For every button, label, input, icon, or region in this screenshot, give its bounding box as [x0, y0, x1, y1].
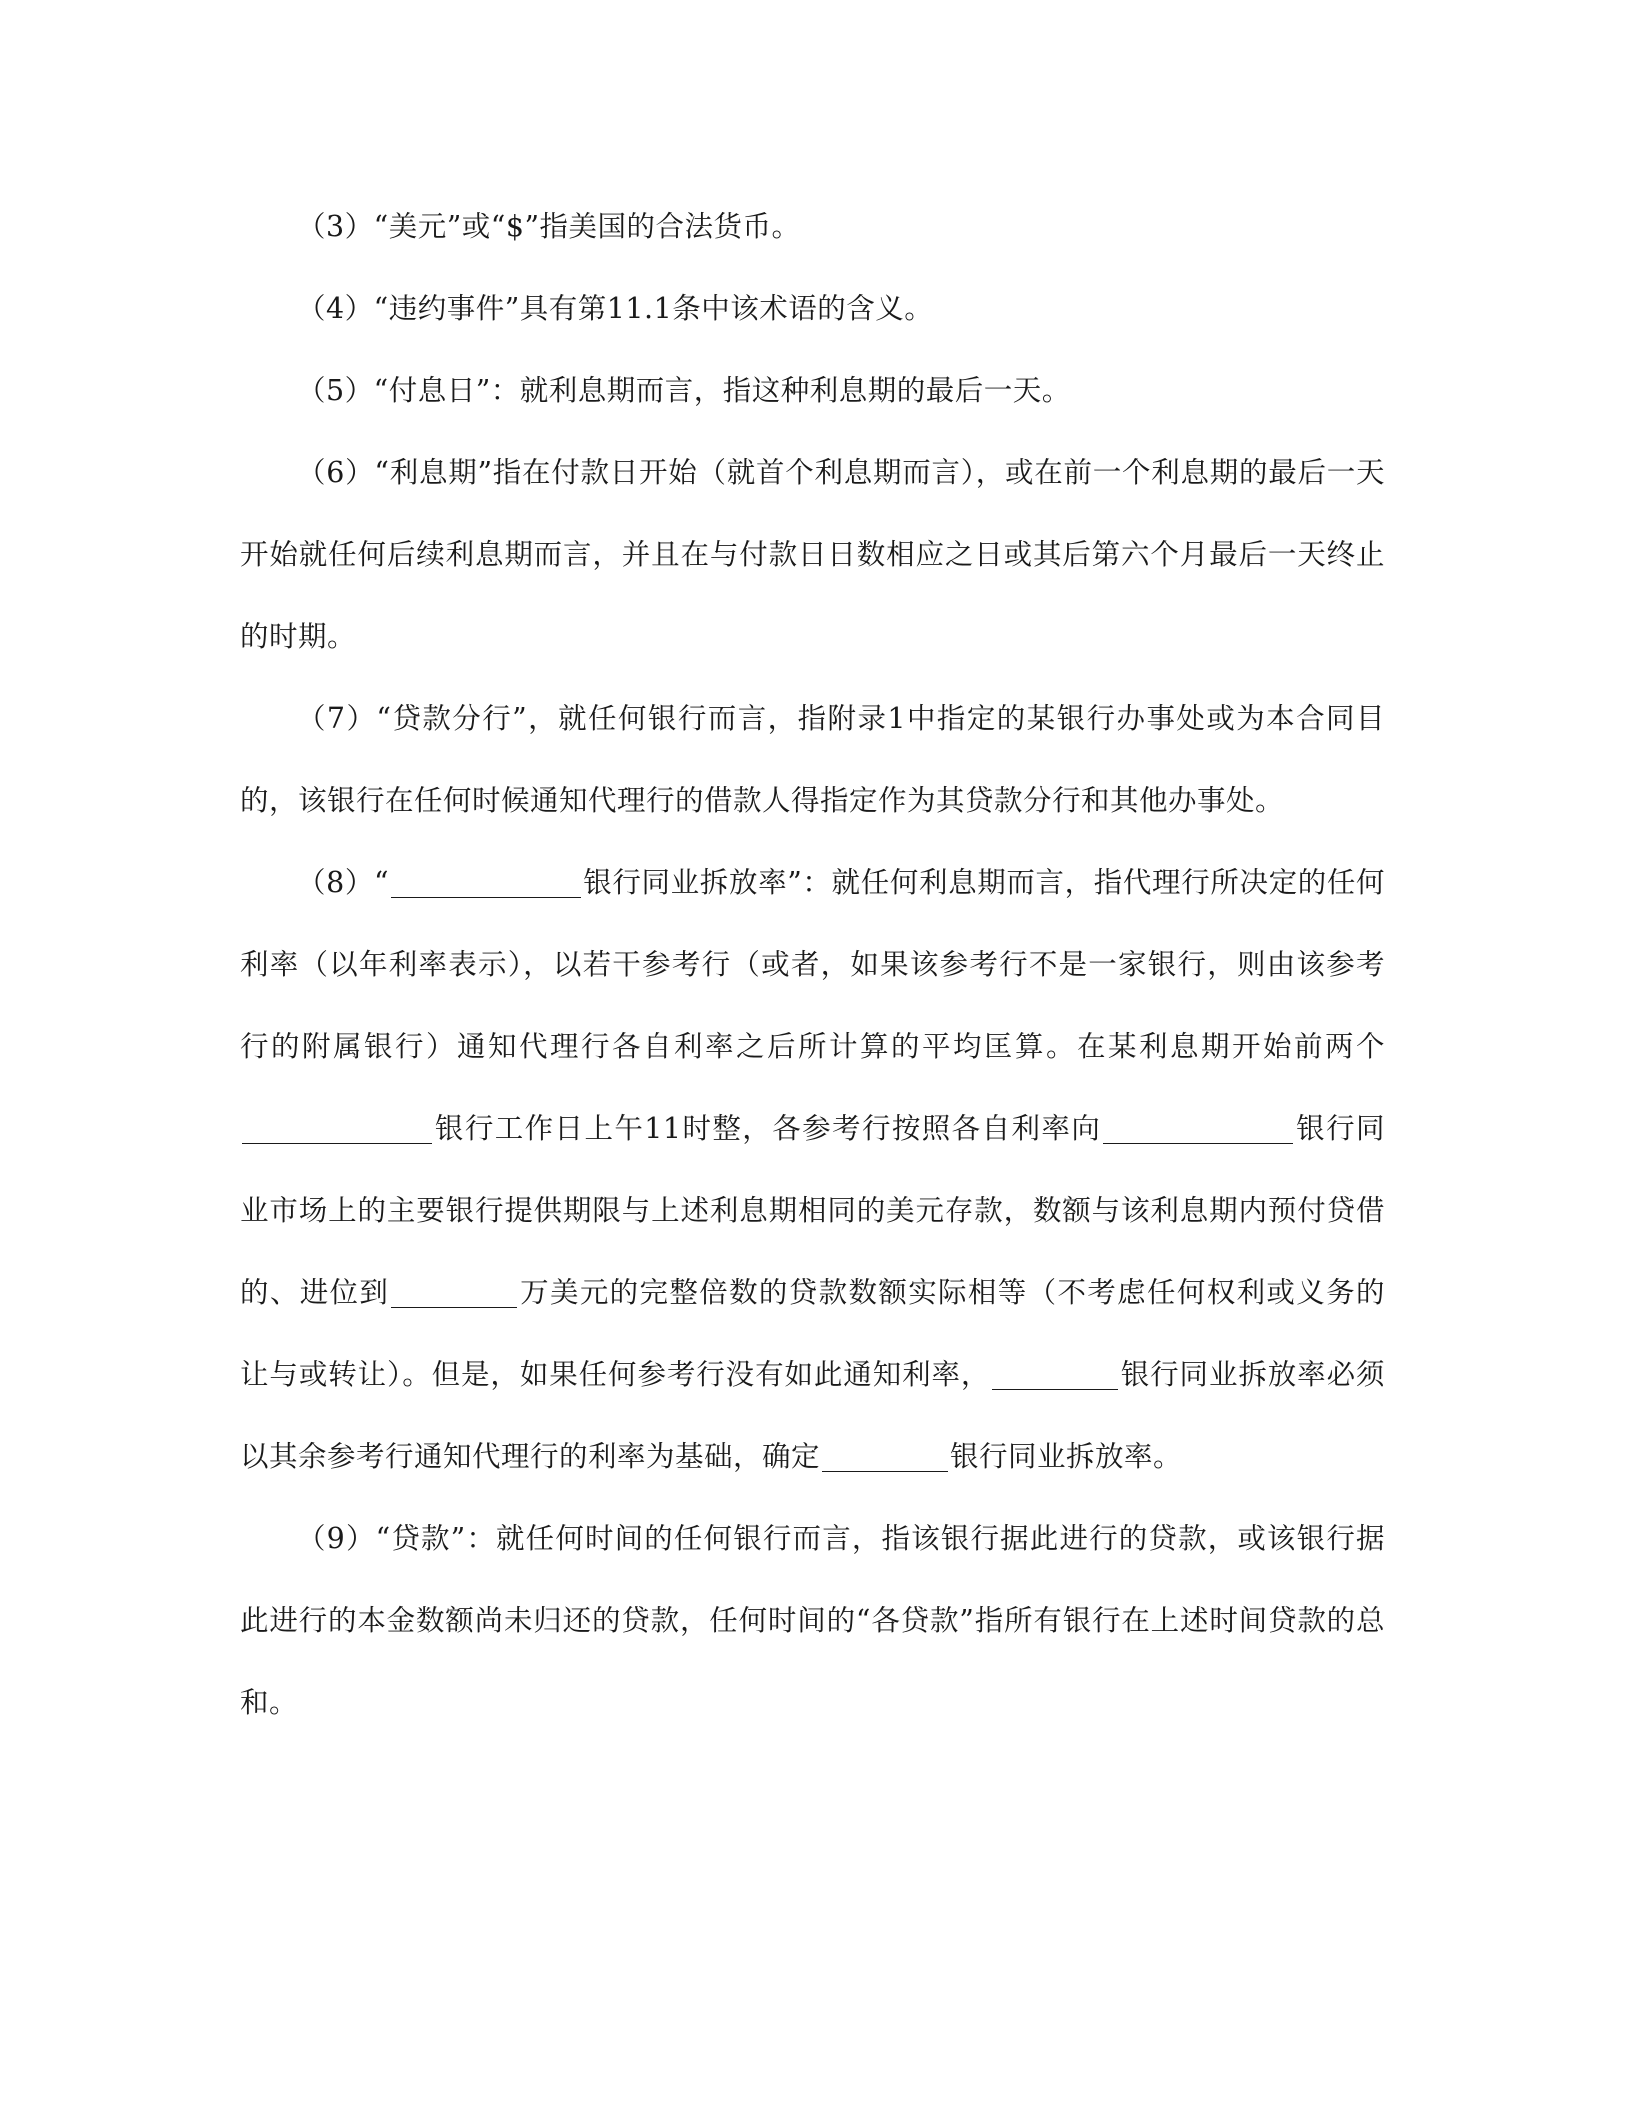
paragraph-5-text: （5）“付息日”：就利息期而言，指这种利息期的最后一天。 [297, 374, 1071, 407]
fill-in-blank [391, 1277, 517, 1308]
paragraph-7 [240, 678, 1385, 842]
paragraph-7-text: （7）“贷款分行”，就任何银行而言，指附录1中指定的某银行办事处或为本合同目的，该银行在任何时候通知代理行的借款人得指定作为其贷款分行和其他办事处。 [240, 702, 1385, 817]
paragraph-8-text-3: 银行工作日上午11时整，各参考行按照各自利率向 [434, 1112, 1102, 1145]
paragraph-9-text: （9）“贷款”：就任何时间的任何银行而言，指该银行据此进行的贷款，或该银行据此进行的本金数额尚未归还的贷款，任何时间的“各贷款”指所有银行在上述时间贷款的总和。 [240, 1522, 1385, 1719]
paragraph-6 [240, 432, 1385, 678]
fill-in-blank [242, 1113, 432, 1144]
paragraph-4-text: （4）“违约事件”具有第11.1条中该术语的含义。 [297, 292, 934, 325]
paragraph-8 [240, 842, 1385, 1498]
paragraph-6-text: （6）“利息期”指在付款日开始（就首个利息期而言），或在前一个利息期的最后一天开始就任何后续利息期而言，并且在与付款日日数相应之日或其后第六个月最后一天终止的时期。 [240, 456, 1385, 653]
paragraph-9 [240, 1498, 1385, 1744]
fill-in-blank [391, 867, 581, 898]
paragraph-3 [240, 186, 1385, 268]
paragraph-8-text-5: 万美元的完整倍数的贷款数额实际相等（不考虑任何权利或义务的让与或转让）。但是，如果任何参考行没有如此通知利率， [240, 1276, 1385, 1391]
paragraph-3-text: （3）“美元”或“$”指美国的合法货币。 [297, 210, 801, 243]
paragraph-8-text-1: （8）“ [297, 866, 390, 899]
paragraph-8-text-7: 银行同业拆放率。 [950, 1440, 1183, 1473]
paragraph-8-text-2: 银行同业拆放率”：就任何利息期而言，指代理行所决定的任何利率（以年利率表示），以若干参考行（或者，如果该参考行不是一家银行，则由该参考行的附属银行）通知代理行各自利率之后所计算的平均匡算。在某利息期开始前两个 [240, 866, 1386, 1063]
document-body [240, 186, 1385, 1744]
paragraph-8-text-6: 银行同业拆放率必须以其余参考行通知代理行的利率为基础，确定 [240, 1358, 1385, 1473]
fill-in-blank [992, 1359, 1118, 1390]
paragraph-5 [240, 350, 1385, 432]
paragraph-4 [240, 268, 1385, 350]
paragraph-8-text-4: 银行同业市场上的主要银行提供期限与上述利息期相同的美元存款，数额与该利息期内预付贷借的、进位到 [240, 1112, 1385, 1309]
fill-in-blank [822, 1441, 948, 1472]
fill-in-blank [1103, 1113, 1293, 1144]
